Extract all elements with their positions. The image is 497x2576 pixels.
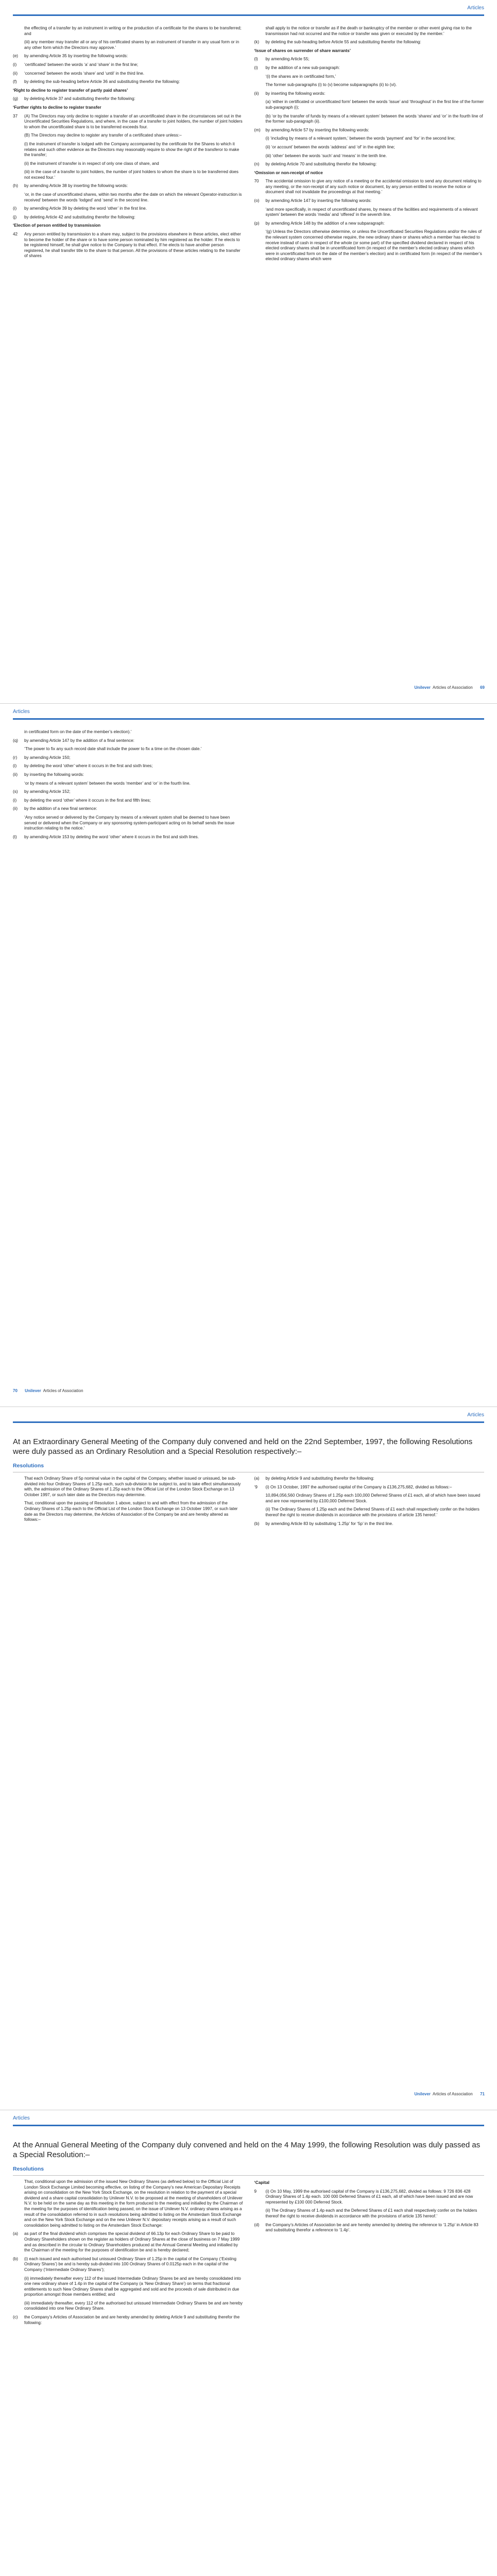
clause-label: (k) (254, 40, 260, 45)
clause-item (13, 54, 243, 59)
right-column (254, 1476, 485, 1530)
article-heading: ‘Issue of shares on surrender of share warrants’ (254, 48, 351, 53)
paragraph: (a) ‘either in certificated or uncertificated form’ between the words ‘issue’ and ‘throughout’ in the first line of the former sub-paragraph (i); (265, 99, 484, 110)
page-footer (412, 685, 485, 690)
clause-label: (i) (13, 62, 17, 67)
clause-text: by amending Article 147 by inserting the following words: (265, 198, 372, 204)
footer-brand: Unilever (414, 685, 431, 690)
paragraph: That, conditional upon the passing of Resolution 1 above, subject to and with effect from the admission of the Ordinary Shares of 1.25p each to the Official List of the London Stock Exchange on 13 October 1997, or such later date as the Directors may determine, the Articles of Association of the Company be and are hereby altered as follows:– (24, 1501, 238, 1522)
clause-label: ‘9 (254, 1484, 258, 1489)
clause-item (13, 183, 243, 189)
article-heading: ‘Omission or non-receipt of notice (254, 170, 323, 175)
clause-item (13, 806, 243, 812)
clause-text: by the addition of a new sub-paragraph: (265, 65, 340, 70)
clause-text: by deleting Article 9 and substituting therefor the following: (265, 1476, 374, 1481)
paragraph: (ii) ‘or account’ between the words ‘address’ and ‘of’ in the eighth line; (265, 144, 395, 149)
clause-text: by deleting Article 70 and substituting therefor the following: (265, 162, 377, 167)
clause-text: by amending Article 152; (24, 789, 71, 794)
page-2 (0, 703, 497, 1406)
section-tag: Articles (13, 709, 30, 715)
paragraph: (ii) immediately thereafter every 112 of the issued Intermediate Ordinary Shares be and are hereby consolidated into one new ordinary share of 1.4p in the capital of the Company (a ‘New Ordinary Share’) on terms that fractional entitlements to such New Ordinary Shares shall be aggregated and sold and the proceeds of sale distributed in due proportion amongst those members entitled; and (24, 2276, 241, 2297)
clause-item (254, 1485, 485, 1490)
clause-label: (b) (13, 2256, 19, 2261)
clause-item (13, 232, 243, 259)
clause-text: by amending Article 35 by inserting the following words: (24, 54, 128, 59)
clause-item (13, 789, 243, 795)
left-column (13, 730, 243, 843)
clause-text: (A) The Directors may only decline to register a transfer of an uncertificated share in the circumstances set out in the Uncertificated Securities Regulations, and where, in the case of a transfer to joint holders, the number of joint holders to whom the uncertificated share is to be transferred exceeds four. (24, 113, 243, 129)
clause-text: ‘certificated’ between the words ‘a’ and ‘share’ in the first line; (24, 62, 139, 67)
clause-text: (i) On 10 May, 1999 the authorised capital of the Company is £136,275,682, divided as follows: 9 726 836 428 Ordinary Shares of 1.4p each. 100 000 Deferred Shares of £1 each, all of which have been issued and are now represented by £100 000 Deferred Stock. (265, 2189, 473, 2205)
clause-label: (g) (13, 96, 19, 101)
clause-item (254, 162, 485, 167)
paragraph: ‘and more specifically, in respect of uncertificated shares, by means of the facilities and requirements of a relevant system’ between the words ‘media’ and ‘offered’ in the seventh line. (265, 207, 478, 217)
resolution-title: At an Extraordinary General Meeting of the Company duly convened and held on the 22nd September, 1997, the following Resolutions were duly passed as an Ordinary Resolution and a Special Resolution respectively:– (13, 1437, 473, 1456)
clause-item (13, 215, 243, 221)
clause-label: (a) (254, 1476, 260, 1481)
clause-item (13, 835, 243, 840)
clause-item (13, 71, 243, 77)
page-header (0, 0, 497, 21)
paragraph: (iii) ‘other’ between the words ‘such’ and ‘means’ in the tenth line. (265, 153, 387, 158)
clause-item (13, 206, 243, 212)
clause-label: (ii) (254, 91, 259, 96)
clause-item (13, 755, 243, 761)
clause-item (13, 79, 243, 85)
clause-item (13, 114, 243, 130)
clause-text: by deleting Article 42 and substituting therefor the following: (24, 214, 135, 219)
paragraph: (iii) any member may transfer all or any of his certificated shares by an instrument of transfer in any usual form or in any other form which the Directors may approve.’ (24, 40, 239, 50)
paragraph: (i) ‘including by means of a relevant system,’ between the words ‘payment’ and ‘for’ in the second line; (265, 136, 455, 141)
section-tag: Articles (467, 1412, 484, 1418)
header-rule (13, 2125, 484, 2126)
clause-label: (i) (13, 764, 17, 769)
footer-doc-title: Articles of Association (433, 2092, 473, 2096)
clause-item (254, 221, 485, 227)
clause-text: The accidental omission to give any notice of a meeting or the accidental omission to send any document relating to any meeting, or the non-receipt of any such notice or document, by any person entitled to receive the notice or document shall not invalidate the proceedings at that meeting.’ (265, 179, 482, 195)
section-subheading: Resolutions (13, 1463, 44, 1469)
clause-item (13, 772, 243, 778)
clause-label: (a) (13, 2231, 19, 2236)
clause-label: (f) (13, 79, 17, 84)
left-column (13, 2179, 243, 2329)
paragraph: (ii) the instrument of transfer is in respect of only one class of share, and (24, 161, 159, 166)
clause-label: (n) (254, 162, 260, 167)
clause-label: (c) (13, 2315, 18, 2320)
clause-text: by deleting the word ‘other’ where it occurs in the first and sixth lines; (24, 764, 153, 769)
clause-item (13, 798, 243, 804)
page-header (0, 704, 497, 724)
clause-label: (h) (13, 183, 19, 189)
clause-text: by amending Article 147 by the addition of a final sentence: (24, 738, 134, 743)
clause-label: (t) (13, 834, 17, 839)
clause-item (254, 1476, 485, 1482)
section-tag: Articles (13, 2115, 30, 2121)
clause-label: (s) (13, 789, 18, 794)
page-header (0, 1407, 497, 1428)
left-column (13, 1476, 243, 1530)
page-number: 69 (480, 685, 485, 690)
clause-label: (j) (13, 214, 17, 219)
paragraph: in certificated form on the date of the member’s election).’ (24, 730, 132, 734)
header-rule (13, 14, 484, 16)
paragraph: (ii) The Ordinary Shares of 1.4p each and the Deferred Shares of £1 each shall respectively confer on the holders thereof the right to receive dividends in accordance with the provisions of article 135 hereof.’ (265, 2208, 477, 2218)
clause-item (254, 91, 485, 97)
clause-text: by amending Article 38 by inserting the following words: (24, 183, 128, 189)
clause-text: ‘concerned’ between the words ‘share’ and ‘until’ in the third line. (24, 71, 145, 76)
clause-item (13, 2315, 243, 2326)
clause-label: (ii) (13, 772, 18, 777)
clause-label: (d) (254, 2222, 260, 2227)
right-column (254, 26, 485, 265)
paragraph: ‘or, in the case of uncertificated shares, within two months after the date on which the relevant Operator-instruction is received’ between the words ‘lodged’ and ‘send’ in the second line. (24, 192, 242, 202)
page-number: 71 (480, 2092, 485, 2096)
clause-item (254, 40, 485, 45)
clause-text: (i) On 13 October, 1997 the authorised capital of the Company is £136,275,682, divided as follows:– (265, 1484, 452, 1489)
paragraph: (B) The Directors may decline to register any transfer of a certificated share unless:– (24, 133, 182, 138)
paragraph: ‘(g) Unless the Directors otherwise determine, or unless the Uncertificated Securities Regulations and/or the rules of the relevant system concerned otherwise require, the new ordinary share or shares which a member has elected to receive instead of cash in respect of the whole (or some part) of the specified dividend declared in respect of his elected ordinary shares shall be in uncertificated form (in respect of the member’s elected ordinary shares which were in uncertificated form on the date of the member’s election) and in certificated form (in respect of the member’s elected ordinary shares which were (265, 229, 482, 262)
paragraph: ‘Any notice served or delivered by the Company by means of a relevant system shall be deemed to have been served or delivered when the Company or any sponsoring system-participant acting on its behalf sends the issue instruction relating to the notice.’ (24, 815, 235, 831)
clause-text: by inserting the following words: (265, 91, 325, 96)
clause-label: (p) (254, 221, 260, 226)
paragraph: ‘or by means of a relevant system’ between the words ‘member’ and ‘or’ in the fourth line. (24, 781, 191, 786)
paragraph: the effecting of a transfer by an instrument in writing or the production of a certificate for the shares to be transferred; and (24, 26, 242, 36)
clause-text: by deleting the sub-heading before Article 36 and substituting therefor the following: (24, 79, 180, 84)
clause-item (13, 2257, 243, 2273)
clause-label: 9 (254, 2189, 257, 2194)
paragraph: That each Ordinary Share of 5p nominal value in the capital of the Company, whether issued or unissued, be sub-divided into four Ordinary Shares of 1.25p each, such sub-division to be subject to, and to take effect simultaneously with, the admission of the Ordinary Shares of 1.25p each to the Official List of the London Stock Exchange on 13 October 1997, or such later date as the Directors may determine. (24, 1476, 241, 1497)
clause-text: the Company’s Articles of Association be and are hereby amended by deleting Article 9 and substituting therefor the following: (24, 2315, 240, 2325)
clause-label: (o) (254, 198, 260, 204)
clause-label: (ii) (13, 71, 18, 76)
subheading-rule (13, 2175, 484, 2176)
clause-item (254, 1521, 485, 1527)
clause-item (13, 738, 243, 744)
clause-text: the Company’s Articles of Association be and are hereby amended by deleting the reference to ‘1.25p’ in Article 83 and substituting therefor a reference to ‘1.4p’. (265, 2222, 478, 2233)
clause-item (13, 2231, 243, 2253)
page-footer (13, 1388, 83, 1393)
section-tag: Articles (467, 5, 484, 11)
clause-label: (i) (13, 206, 17, 211)
clause-item (254, 179, 485, 195)
clause-item (254, 2223, 485, 2233)
clause-text: by the addition of a new final sentence: (24, 806, 97, 811)
clause-label: (i) (13, 798, 17, 803)
clause-label: (e) (13, 54, 19, 59)
clause-label: (r) (13, 755, 18, 760)
page-header (0, 2110, 497, 2131)
paragraph: shall apply to the notice or transfer as if the death or bankruptcy of the member or other event giving rise to the transmission had not occurred and the notice or transfer was given or executed by the member.’ (265, 26, 472, 36)
clause-text: by amending Article 39 by deleting the word ‘other’ in the first line. (24, 206, 147, 211)
resolution-title: At the Annual General Meeting of the Company duly convened and held on the 4 May 1999, the following Resolution was duly passed as a Special Resolution:– (13, 2141, 481, 2159)
clause-label: 42 (13, 232, 18, 237)
clause-text: by amending Article 83 by substituting ‘1.25p’ for ‘5p’ in the third line. (265, 1521, 393, 1526)
article-heading: ‘Further rights to decline to register transfer (13, 105, 101, 110)
right-column (254, 2179, 485, 2329)
clause-label: (m) (254, 127, 261, 132)
footer-doc-title: Articles of Association (433, 685, 473, 690)
paragraph: That, conditional upon the admission of the issued New Ordinary Shares (as defined below) to the Official List of London Stock Exchange Limited becoming effective, on listing of the Company’s new American Depositary Receipts arising on consolidation on the New York Stock Exchange, on the resolution in relation to the payment of a special dividend and a share capital consolidation by Unilever N.V. to be proposed at the meeting of shareholders of Unilever N.V. to be held on the same day as this meeting in the form produced to the meeting and initialled by the Chairman of the meeting for the purposes of identification being passed, on the issue of Unilever N.V. ordinary shares arising as a result of the consolidation referred to in such resolutions being admitted to listing on the Amsterdam Stock Exchange and on the New York Stock Exchange and on the new Unilever N.V. depositary receipts arising as a result of such consolidation being admitted to listing on the Amsterdam Stock Exchange: (24, 2179, 243, 2228)
clause-item (254, 57, 485, 62)
paragraph: (iii) in the case of a transfer to joint holders, the number of joint holders to whom the share is to be transferred does not exceed four.’ (24, 170, 238, 180)
clause-label: 70 (254, 179, 259, 184)
paragraph: (i) the instrument of transfer is lodged with the Company accompanied by the certificate for the Shares to which it relates and such other evidence as the Directors may reasonably require to show the right of the transferor to make the transfer; (24, 141, 239, 158)
article-heading: ‘Election of person entitled by transmission (13, 223, 101, 228)
paragraph: ‘(i) the shares are in certificated form,’ (265, 74, 336, 79)
clause-item (254, 198, 485, 204)
clause-text: by amending Article 57 by inserting the following words: (265, 127, 369, 132)
page-number: 70 (13, 1388, 18, 1393)
paragraph: (iii) immediately thereafter, every 112 of the authorised but unissued Intermediate Ordinary Shares be and are hereby consolidated into one New Ordinary Share. (24, 2300, 243, 2311)
footer-brand: Unilever (414, 2092, 431, 2096)
paragraph: ‘The power to fix any such record date shall include the power to fix a time on the chosen date.’ (24, 747, 202, 752)
article-heading: ‘Capital (254, 2180, 270, 2185)
footer-doc-title: Articles of Association (43, 1388, 83, 1393)
footer-brand: Unilever (25, 1388, 41, 1393)
page-4 (0, 2110, 497, 2576)
page-footer (412, 2092, 485, 2096)
clause-item (13, 62, 243, 68)
paragraph: (ii) The Ordinary Shares of 1.25p each and the Deferred Shares of £1 each shall respectively confer on the holders thereof the right to receive dividends in accordance with the provisions of article 135 hereof.’ (265, 1507, 479, 1517)
clause-label: (l) (254, 57, 258, 62)
clause-text: as part of the final dividend which comprises the special dividend of 66.13p for each Ordinary Share to be paid to Ordinary Shareholders shown on the register as holders of Ordinary Shares at the close of business on 7 May 1999 and as described in the circular to Ordinary Shareholders produced at the Annual General Meeting and initialled by the Chairman of the meeting for the purposes of identification be and is hereby declared; (24, 2231, 240, 2253)
clause-item (13, 96, 243, 102)
clause-text: (i) each issued and each authorised but unissued Ordinary Share of 1.25p in the capital of the Company (‘Existing Ordinary Shares’) be and is hereby sub-divided into 100 Ordinary Shares of 0.0125p each in the capital of the Company (‘Intermediate Ordinary Shares’); (24, 2256, 236, 2272)
header-rule (13, 1421, 484, 1423)
clause-text: by deleting Article 37 and substituting therefor the following: (24, 96, 135, 101)
clause-text: Any person entitled by transmission to a share may, subject to the provisions elsewhere in these articles, elect either to become the holder of the share or to have some person nominated by him registered as the holder. If he elects to be registered himself, he shall give notice to the Company to that effect. If he elects to have another person registered, he shall transfer title to the share to that person. All the provisions of these articles relating to the transfer of shares (24, 232, 241, 259)
right-column (254, 730, 485, 843)
clause-text: by amending Article 153 by deleting the word ‘other’ where it occurs in the first and sixth lines. (24, 834, 199, 839)
clause-text: by deleting the sub-heading before Article 55 and substituting therefor the following: (265, 40, 421, 45)
clause-text: by amending Article 55; (265, 57, 310, 62)
clause-label: (i) (254, 65, 258, 70)
clause-text: by amending Article 148 by the addition of a new subparagraph: (265, 221, 385, 226)
page-1 (0, 0, 497, 703)
header-rule (13, 718, 484, 720)
clause-item (254, 128, 485, 133)
clause-label: (ii) (13, 806, 18, 811)
page-3 (0, 1406, 497, 2110)
clause-label: (q) (13, 738, 19, 743)
paragraph: (b) ‘or by the transfer of funds by means of a relevant system’ between the words ‘shares’ and ‘or’ in the fourth line of the former sub-paragraph (ii). (265, 113, 483, 124)
clause-item (13, 764, 243, 769)
paragraph: The former sub-paragraphs (i) to (v) become subparagraphs (ii) to (vi). (265, 82, 397, 88)
clause-text: by amending Article 150; (24, 755, 71, 760)
article-heading: ‘Right to decline to register transfer of partly paid shares’ (13, 88, 128, 93)
paragraph: 10,894,056,560 Ordinary Shares of 1.25p each 100,000 Deferred Shares of £1 each, all of which have been issued and are now represented by £100,000 Deferred Stock. (265, 1493, 481, 1503)
clause-label: 37 (13, 113, 18, 118)
clause-label: (b) (254, 1521, 260, 1526)
clause-item (254, 2189, 485, 2206)
clause-text: by deleting the word ‘other’ where it occurs in the first and fifth lines; (24, 798, 151, 803)
left-column (13, 26, 243, 265)
clause-text: by inserting the following words: (24, 772, 84, 777)
clause-item (254, 65, 485, 71)
section-subheading: Resolutions (13, 2166, 44, 2172)
